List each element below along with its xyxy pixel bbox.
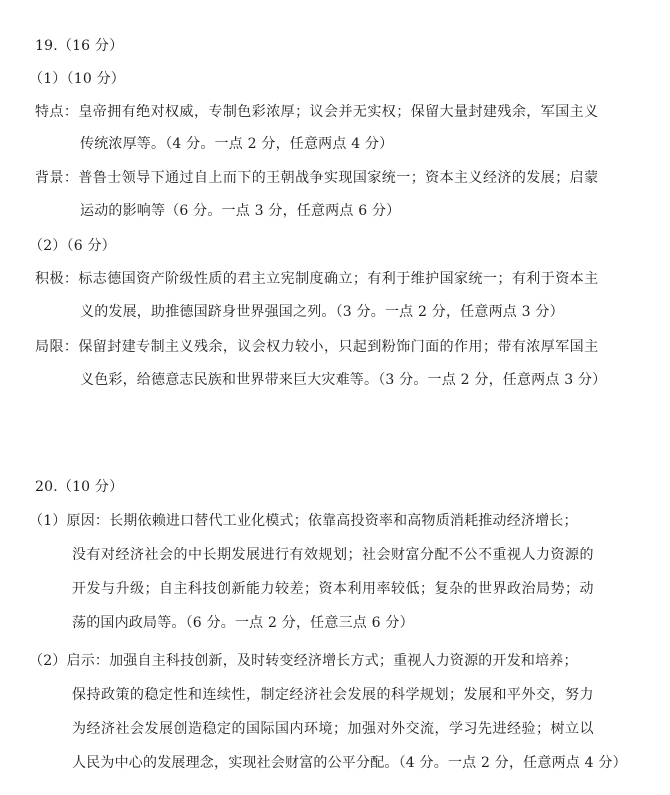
q19-positive-line2: 义的发展，助推德国跻身世界强国之列。（3 分。一点 2 分，任意两点 3 分）	[80, 304, 564, 320]
q20-part1-line3: 开发与升级；自主科技创新能力较差；资本利用率较低；复杂的世界政治局势；动	[72, 581, 594, 597]
q19-part2-label: （2）（6 分）	[29, 238, 116, 254]
q19-limit-line2: 义色彩，给德意志民族和世界带来巨大灾难等。（3 分。一点 2 分，任意两点 3 分）	[80, 372, 607, 388]
q20-part2-line2: 保持政策的稳定性和连续性，制定经济社会发展的科学规划；发展和平外交，努力	[72, 687, 594, 703]
q20-part2-line1: （2）启示：加强自主科技创新，及时转变经济增长方式；重视人力资源的开发和培养；	[29, 653, 578, 669]
q19-feature-line2: 传统浓厚等。（4 分。一点 2 分，任意两点 4 分）	[80, 136, 394, 152]
q19-limit-line1: 局限：保留封建专制主义残余，议会权力较小，只起到粉饰门面的作用；带有浓厚军国主	[35, 339, 599, 355]
q20-part1-line1: （1）原因：长期依赖进口替代工业化模式；依靠高投资率和高物质消耗推动经济增长；	[29, 513, 578, 529]
q20-part1-line4: 荡的国内政局等。（6 分。一点 2 分，任意三点 6 分）	[72, 615, 414, 631]
q19-background-line1: 背景：普鲁士领导下通过自上而下的王朝战争实现国家统一；资本主义经济的发展；启蒙	[35, 170, 599, 186]
q19-title: 19.（16 分）	[35, 38, 124, 54]
q19-feature-line1: 特点：皇帝拥有绝对权威，专制色彩浓厚；议会并无实权；保留大量封建残余，军国主义	[35, 104, 599, 120]
q19-background-line2: 运动的影响等（6 分。一点 3 分，任意两点 6 分）	[80, 203, 401, 219]
q19-part1-label: （1）（10 分）	[29, 71, 125, 87]
q20-part1-line2: 没有对经济社会的中长期发展进行有效规划；社会财富分配不公不重视人力资源的	[72, 547, 594, 563]
q19-positive-line1: 积极：标志德国资产阶级性质的君主立宪制度确立；有利于维护国家统一；有利于资本主	[35, 271, 599, 287]
q20-part2-line4: 人民为中心的发展理念，实现社会财富的公平分配。（4 分。一点 2 分，任意两点 4 分）	[72, 755, 627, 771]
q20-title: 20.（10 分）	[35, 479, 124, 495]
q20-part2-line3: 为经济社会发展创造稳定的国际国内环境；加强对外交流，学习先进经验；树立以	[72, 721, 594, 737]
